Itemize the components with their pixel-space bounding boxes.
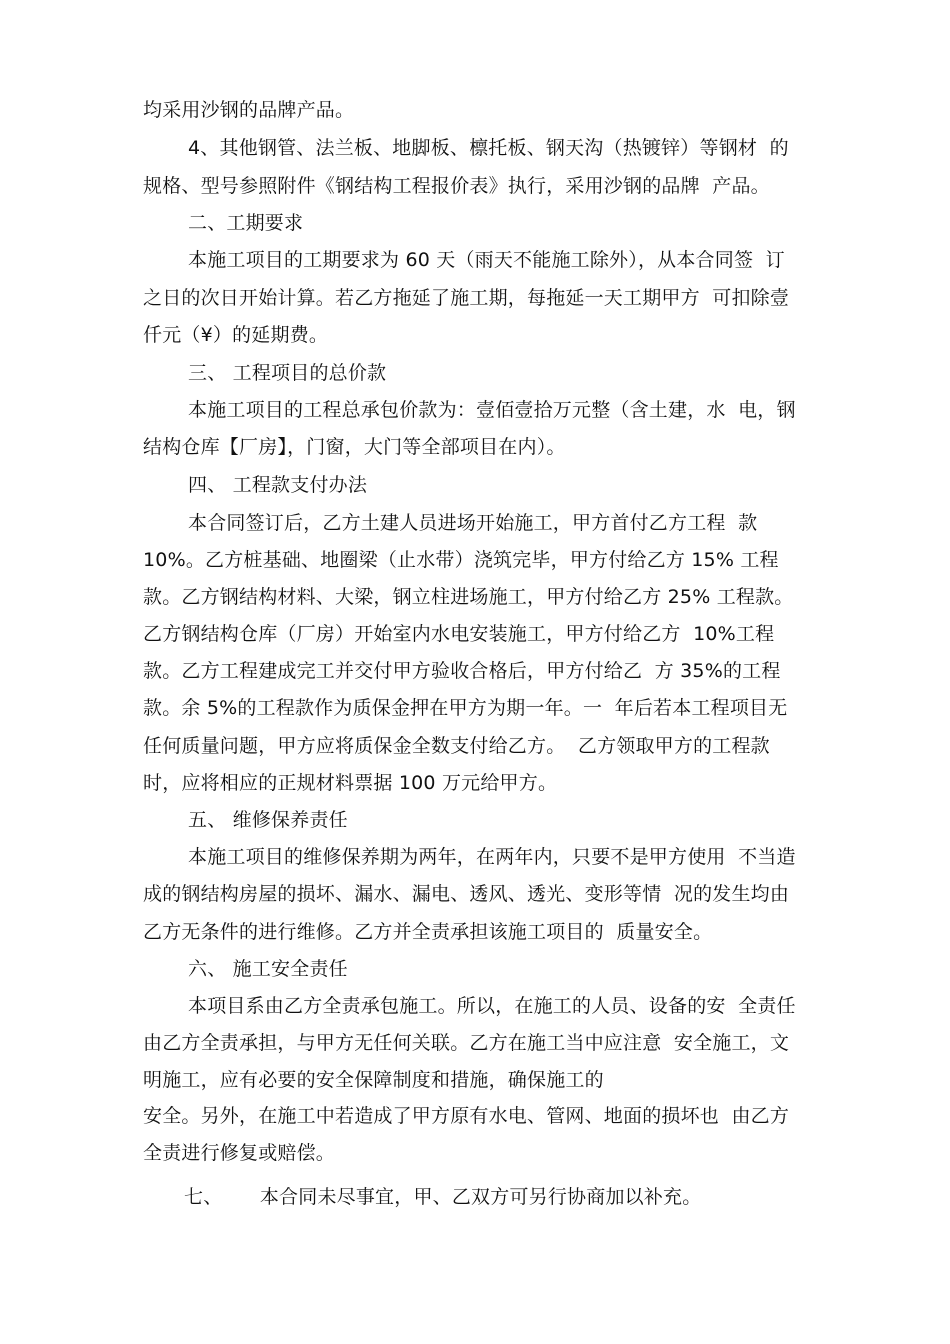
section-heading: 七、 本合同未尽事宜，甲、乙双方可另行协商加以补充。 xyxy=(184,1186,702,1208)
text-line: 乙方无条件的进行维修。乙方并全责承担该施工项目的 质量安全。 xyxy=(143,921,713,943)
text-line: 乙方钢结构仓库（厂房）开始室内水电安装施工，甲方付给乙方 10%工程 xyxy=(143,623,775,645)
section-heading: 六、 施工安全责任 xyxy=(188,958,348,980)
text-line: 明施工，应有必要的安全保障制度和措施，确保施工的 xyxy=(143,1069,604,1091)
text-line: 成的钢结构房屋的损坏、漏水、漏电、透风、透光、变形等情 况的发生均由 xyxy=(143,883,790,905)
text-line: 结构仓库【厂房】，门窗，大门等全部项目在内）。 xyxy=(143,436,566,458)
section-heading: 三、 工程项目的总价款 xyxy=(188,362,387,384)
text-line: 款。乙方工程建成完工并交付甲方验收合格后，甲方付给乙 方 35%的工程 xyxy=(143,660,781,682)
text-line: 规格、型号参照附件《钢结构工程报价表》执行，采用沙钢的品牌 产品。 xyxy=(143,175,770,197)
section-heading: 四、 工程款支付办法 xyxy=(188,474,368,496)
text-line: 本施工项目的工程总承包价款为：壹佰壹拾万元整（含土建，水 电，钢 xyxy=(188,399,796,421)
text-line: 全责进行修复或赔偿。 xyxy=(143,1142,336,1164)
text-line: 任何质量问题，甲方应将质保金全数支付给乙方。 乙方领取甲方的工程款 xyxy=(143,735,770,757)
text-line: 由乙方全责承担，与甲方无任何关联。乙方在施工当中应注意 安全施工，文 xyxy=(143,1032,790,1054)
section-heading: 五、 维修保养责任 xyxy=(188,809,348,831)
text-line: 本施工项目的工期要求为 60 天（雨天不能施工除外），从本合同签 订 xyxy=(188,249,785,271)
text-line: 时，应将相应的正规材料票据 100 万元给甲方。 xyxy=(143,772,558,794)
text-line: 本合同签订后，乙方土建人员进场开始施工，甲方首付乙方工程 款 xyxy=(188,512,758,534)
text-line: 安全。另外，在施工中若造成了甲方原有水电、管网、地面的损坏也 由乙方 xyxy=(143,1105,790,1127)
text-line: 本项目系由乙方全责承包施工。所以，在施工的人员、设备的安 全责任 xyxy=(188,995,796,1017)
text-line: 本施工项目的维修保养期为两年，在两年内，只要不是甲方使用 不当造 xyxy=(188,846,796,868)
text-line: 之日的次日开始计算。若乙方拖延了施工期，每拖延一天工期甲方 可扣除壹 xyxy=(143,287,790,309)
text-line: 款。余 5%的工程款作为质保金押在甲方为期一年。一 年后若本工程项目无 xyxy=(143,697,788,719)
text-line: 仟元（¥）的延期费。 xyxy=(143,324,329,346)
section-heading: 二、工期要求 xyxy=(188,212,304,234)
text-line: 10%。乙方桩基础、地圈梁（止水带）浇筑完毕，甲方付给乙方 15% 工程 xyxy=(143,549,779,571)
text-line: 均采用沙钢的品牌产品。 xyxy=(143,99,355,121)
text-line: 款。乙方钢结构材料、大梁，钢立柱进场施工，甲方付给乙方 25% 工程款。 xyxy=(143,586,794,608)
text-line: 4、其他钢管、法兰板、地脚板、檩托板、钢天沟（热镀锌）等钢材 的 xyxy=(188,137,789,159)
